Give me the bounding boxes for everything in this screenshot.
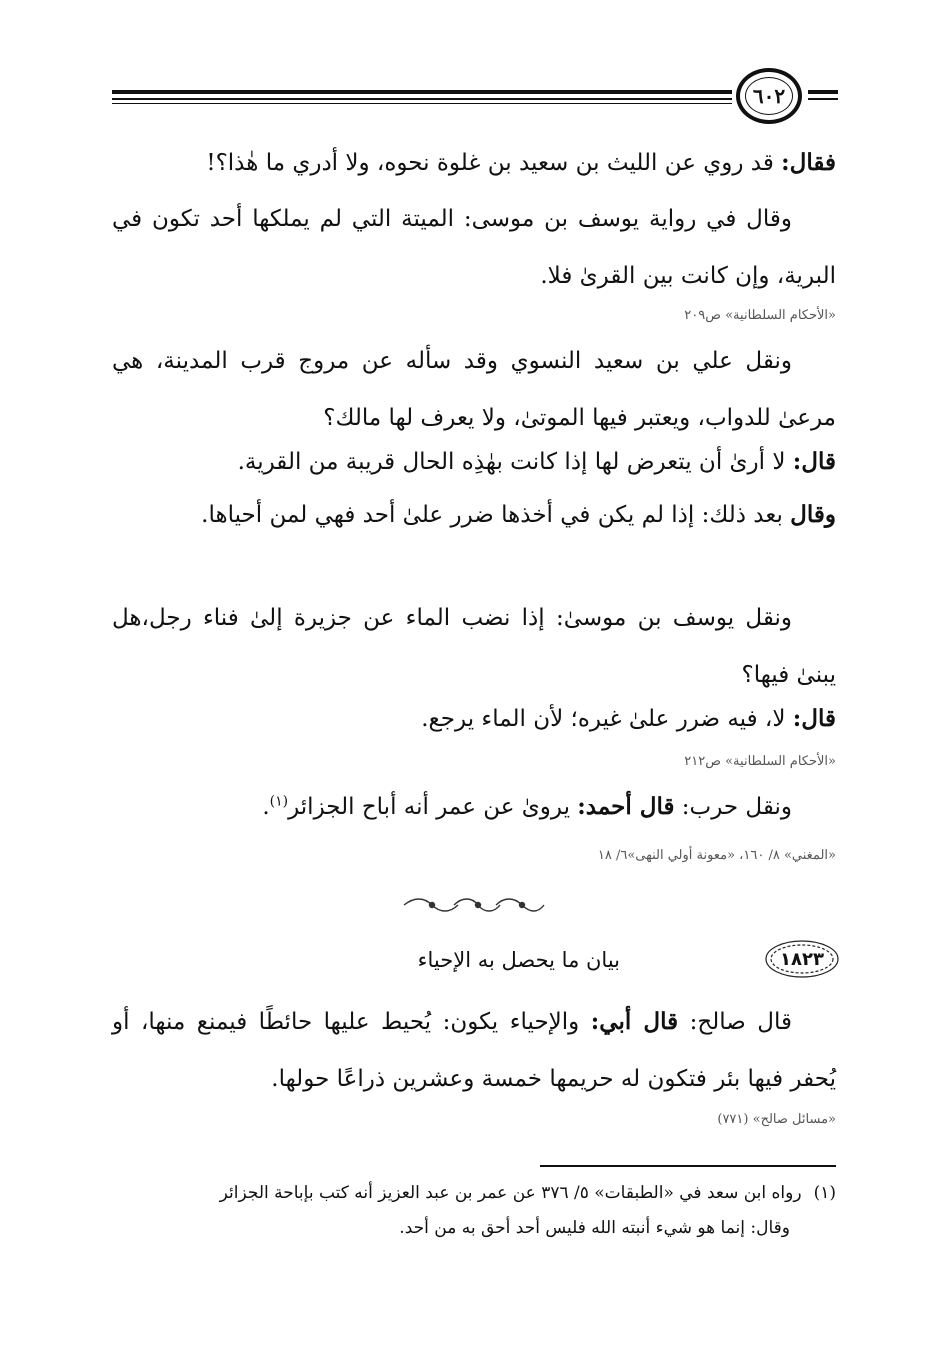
ornament-divider-icon xyxy=(400,893,548,917)
footnote xyxy=(112,1176,836,1246)
paragraph-6 xyxy=(112,590,836,704)
keyword-qal-abi: قال أبي: xyxy=(590,1008,679,1035)
footnote-line-2: وقال: إنما هو شيء أنبته الله فليس أحد أحق به من أحد. xyxy=(399,1218,790,1238)
paragraph-2-text: وقال في رواية يوسف بن موسى: الميتة التي لم يملكها أحد تكون في البرية، وإن كانت بين القرىٰ فلا. xyxy=(112,206,836,289)
footnote-text-1: رواه ابن سعد في «الطبقات» ٥/ ٣٧٦ عن عمر بن عبد العزيز أنه كتب بإباحة الجزائر xyxy=(219,1183,802,1203)
header-rule-thin xyxy=(112,98,732,100)
paragraph-1-text: قد روي عن الليث بن سعيد بن غلوة نحوه، ولا أدري ما هٰذا؟! xyxy=(206,150,782,176)
paragraph-4 xyxy=(112,433,836,491)
paragraph-1 xyxy=(112,134,836,192)
section-paragraph-1 xyxy=(112,993,836,1108)
keyword-waqal: وقال xyxy=(790,501,836,528)
page-number: ٦٠٢ xyxy=(752,84,786,108)
footnote-reference[interactable]: (١) xyxy=(269,793,289,810)
source-citation-4: «مسائل صالح» (٧٧١) xyxy=(717,1112,836,1127)
section-paragraph-pre: قال صالح: xyxy=(678,1009,792,1035)
paragraph-7-text: لا، فيه ضرر علىٰ غيره؛ لأن الماء يرجع. xyxy=(421,706,793,732)
source-citation-3: «المغني» ٨/ ١٦٠، «معونة أولي النهى»٦/ ١٨ xyxy=(597,848,836,863)
header-rule-hairline xyxy=(112,103,732,104)
paragraph-5 xyxy=(112,486,836,544)
keyword-faqal: فقال: xyxy=(781,149,836,176)
paragraph-8-text: يروىٰ عن عمر أنه أباح الجزائر xyxy=(288,794,578,820)
paragraph-8 xyxy=(112,778,836,836)
header-rule-right-thin xyxy=(808,98,838,100)
paragraph-6-text: ونقل يوسف بن موسىٰ: إذا نضب الماء عن جزيرة إلىٰ فناء رجل،هل يبنىٰ فيها؟ xyxy=(112,605,836,688)
paragraph-3 xyxy=(112,333,836,447)
paragraph-2 xyxy=(112,191,836,305)
keyword-qal-ahmad: قال أحمد: xyxy=(577,793,675,820)
paragraph-3-text: ونقل علي بن سعيد النسوي وقد سأله عن مروج قرب المدينة، هي مرعىٰ للدواب، ويعتبر فيها الموتىٰ، ولا يعرف لها مالك؟ xyxy=(112,348,836,431)
header-rule-thick xyxy=(112,90,732,94)
paragraph-8-end: . xyxy=(262,794,270,820)
section-number-badge xyxy=(762,938,842,980)
paragraph-5-text: بعد ذلك: إذا لم يكن في أخذها ضرر علىٰ أحد فهي لمن أحياها. xyxy=(201,502,791,528)
footnote-line-1 xyxy=(112,1176,836,1211)
section-number: ١٨٢٣ xyxy=(780,948,824,970)
paragraph-4-text: لا أرىٰ أن يتعرض لها إذا كانت بهٰذِه الحال قريبة من القرية. xyxy=(237,449,793,475)
paragraph-7 xyxy=(112,690,836,748)
keyword-qal: قال: xyxy=(792,448,836,475)
section-title: بيان ما يحصل به الإحياء xyxy=(417,948,620,972)
source-citation-2: «الأحكام السلطانية» ص٢١٢ xyxy=(684,754,836,769)
keyword-qal-2: قال: xyxy=(792,705,836,732)
footnote-separator xyxy=(540,1165,836,1167)
page-number-badge xyxy=(736,68,802,124)
header-rule-right-thick xyxy=(808,90,838,94)
footnote-mark: (١) xyxy=(813,1183,836,1203)
source-citation-1: «الأحكام السلطانية» ص٢٠٩ xyxy=(684,308,836,323)
section-paragraph-text: والإحياء يكون: يُحيط عليها حائطًا فيمنع منها، أو يُحفر فيها بئر فتكون له حريمها خمسة وعشرين ذراعًا حولها. xyxy=(112,1009,836,1092)
paragraph-8-pre: ونقل حرب: xyxy=(674,794,792,820)
